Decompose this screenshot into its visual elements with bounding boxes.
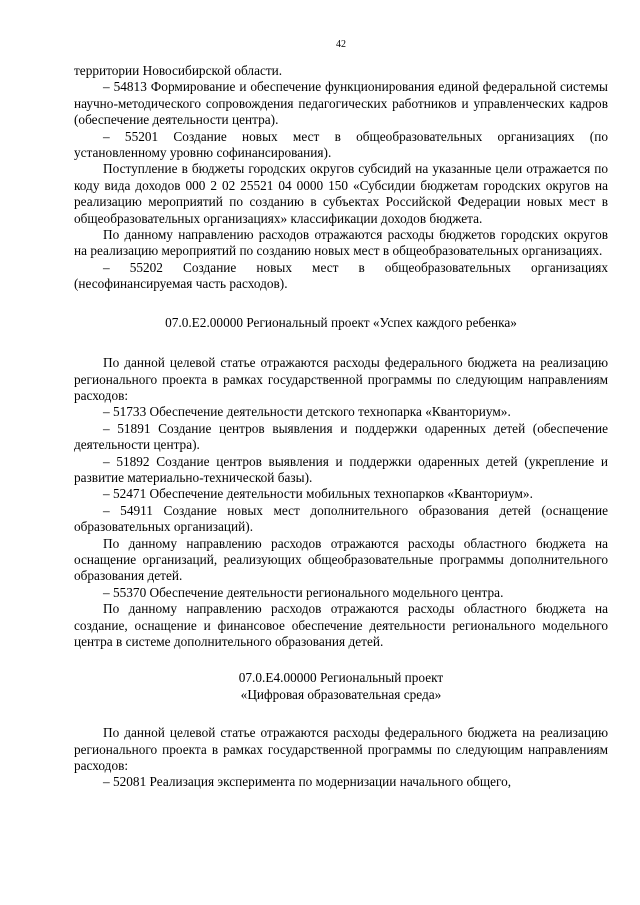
paragraph: – 52081 Реализация эксперимента по модернизации начального общего, <box>103 774 512 790</box>
paragraph: – 55201 Создание новых мест в общеобразовательных организациях (по установленному уровню софинансирования). <box>74 128 608 161</box>
paragraph: – 55202 Создание новых мест в общеобразовательных организациях (несофинансируемая часть расходов). <box>74 259 608 292</box>
paragraph: Поступление в бюджеты городских округов субсидий на указанные цели отражается по коду вида доходов 000 2 02 25521 04 0000 150 «Субсидии бюджетам городских округов на реализацию мероприятий по созданию в субъектах Российской Федерации новых мест в общеобразовательных организациях» классификации доходов бюджета. <box>74 161 608 226</box>
section-heading: 07.0.Е2.00000 Региональный проект «Успех каждого ребенка» <box>165 314 517 330</box>
paragraph: – 55370 Обеспечение деятельности регионального модельного центра. <box>103 584 504 600</box>
paragraph-continuation: территории Новосибирской области. <box>74 63 283 78</box>
paragraph: – 51891 Создание центров выявления и поддержки одаренных детей (обеспечение деятельности центра). <box>74 420 608 453</box>
paragraph: По данной целевой статье отражаются расходы федерального бюджета на реализацию регионального проекта в рамках государственной программы по следующим направлениям расходов: <box>74 355 608 403</box>
paragraph: – 52471 Обеспечение деятельности мобильных технопарков «Кванториум». <box>103 486 533 502</box>
paragraph: – 51892 Создание центров выявления и поддержки одаренных детей (укрепление и развитие материально-технической базы). <box>74 453 608 485</box>
paragraph: – 51733 Обеспечение деятельности детского технопарка «Кванториум». <box>103 404 511 420</box>
section-heading-line: «Цифровая образовательная среда» <box>240 686 442 702</box>
paragraph: По данному направлению расходов отражаются расходы областного бюджета на оснащение организаций, реализующих общеобразовательные программы дополнительного образования детей. <box>74 535 608 584</box>
section-heading <box>74 670 608 703</box>
section-heading-line: 07.0.Е4.00000 Региональный проект <box>238 670 444 686</box>
paragraph: По данной целевой статье отражаются расходы федерального бюджета на реализацию регионального проекта в рамках государственной программы по следующим направлениям расходов: <box>74 725 608 774</box>
document-body <box>74 63 608 791</box>
paragraph: – 54911 Создание новых мест дополнительного образования детей (оснащение образовательных организаций). <box>74 502 608 535</box>
paragraph: – 54813 Формирование и обеспечение функционирования единой федеральной системы научно-методического сопровождения педагогических работников и управленческих кадров (обеспечение деятельности центра). <box>74 79 608 128</box>
page-number: 42 <box>336 39 346 50</box>
paragraph: По данному направлению расходов отражаются расходы областного бюджета на создание, оснащение и финансовое обеспечение деятельности регионального модельного центра в системе дополнительного образования детей. <box>74 601 608 649</box>
paragraph: По данному направлению расходов отражаются расходы бюджетов городских округов на реализацию мероприятий по созданию новых мест в общеобразовательных организациях. <box>74 227 608 259</box>
